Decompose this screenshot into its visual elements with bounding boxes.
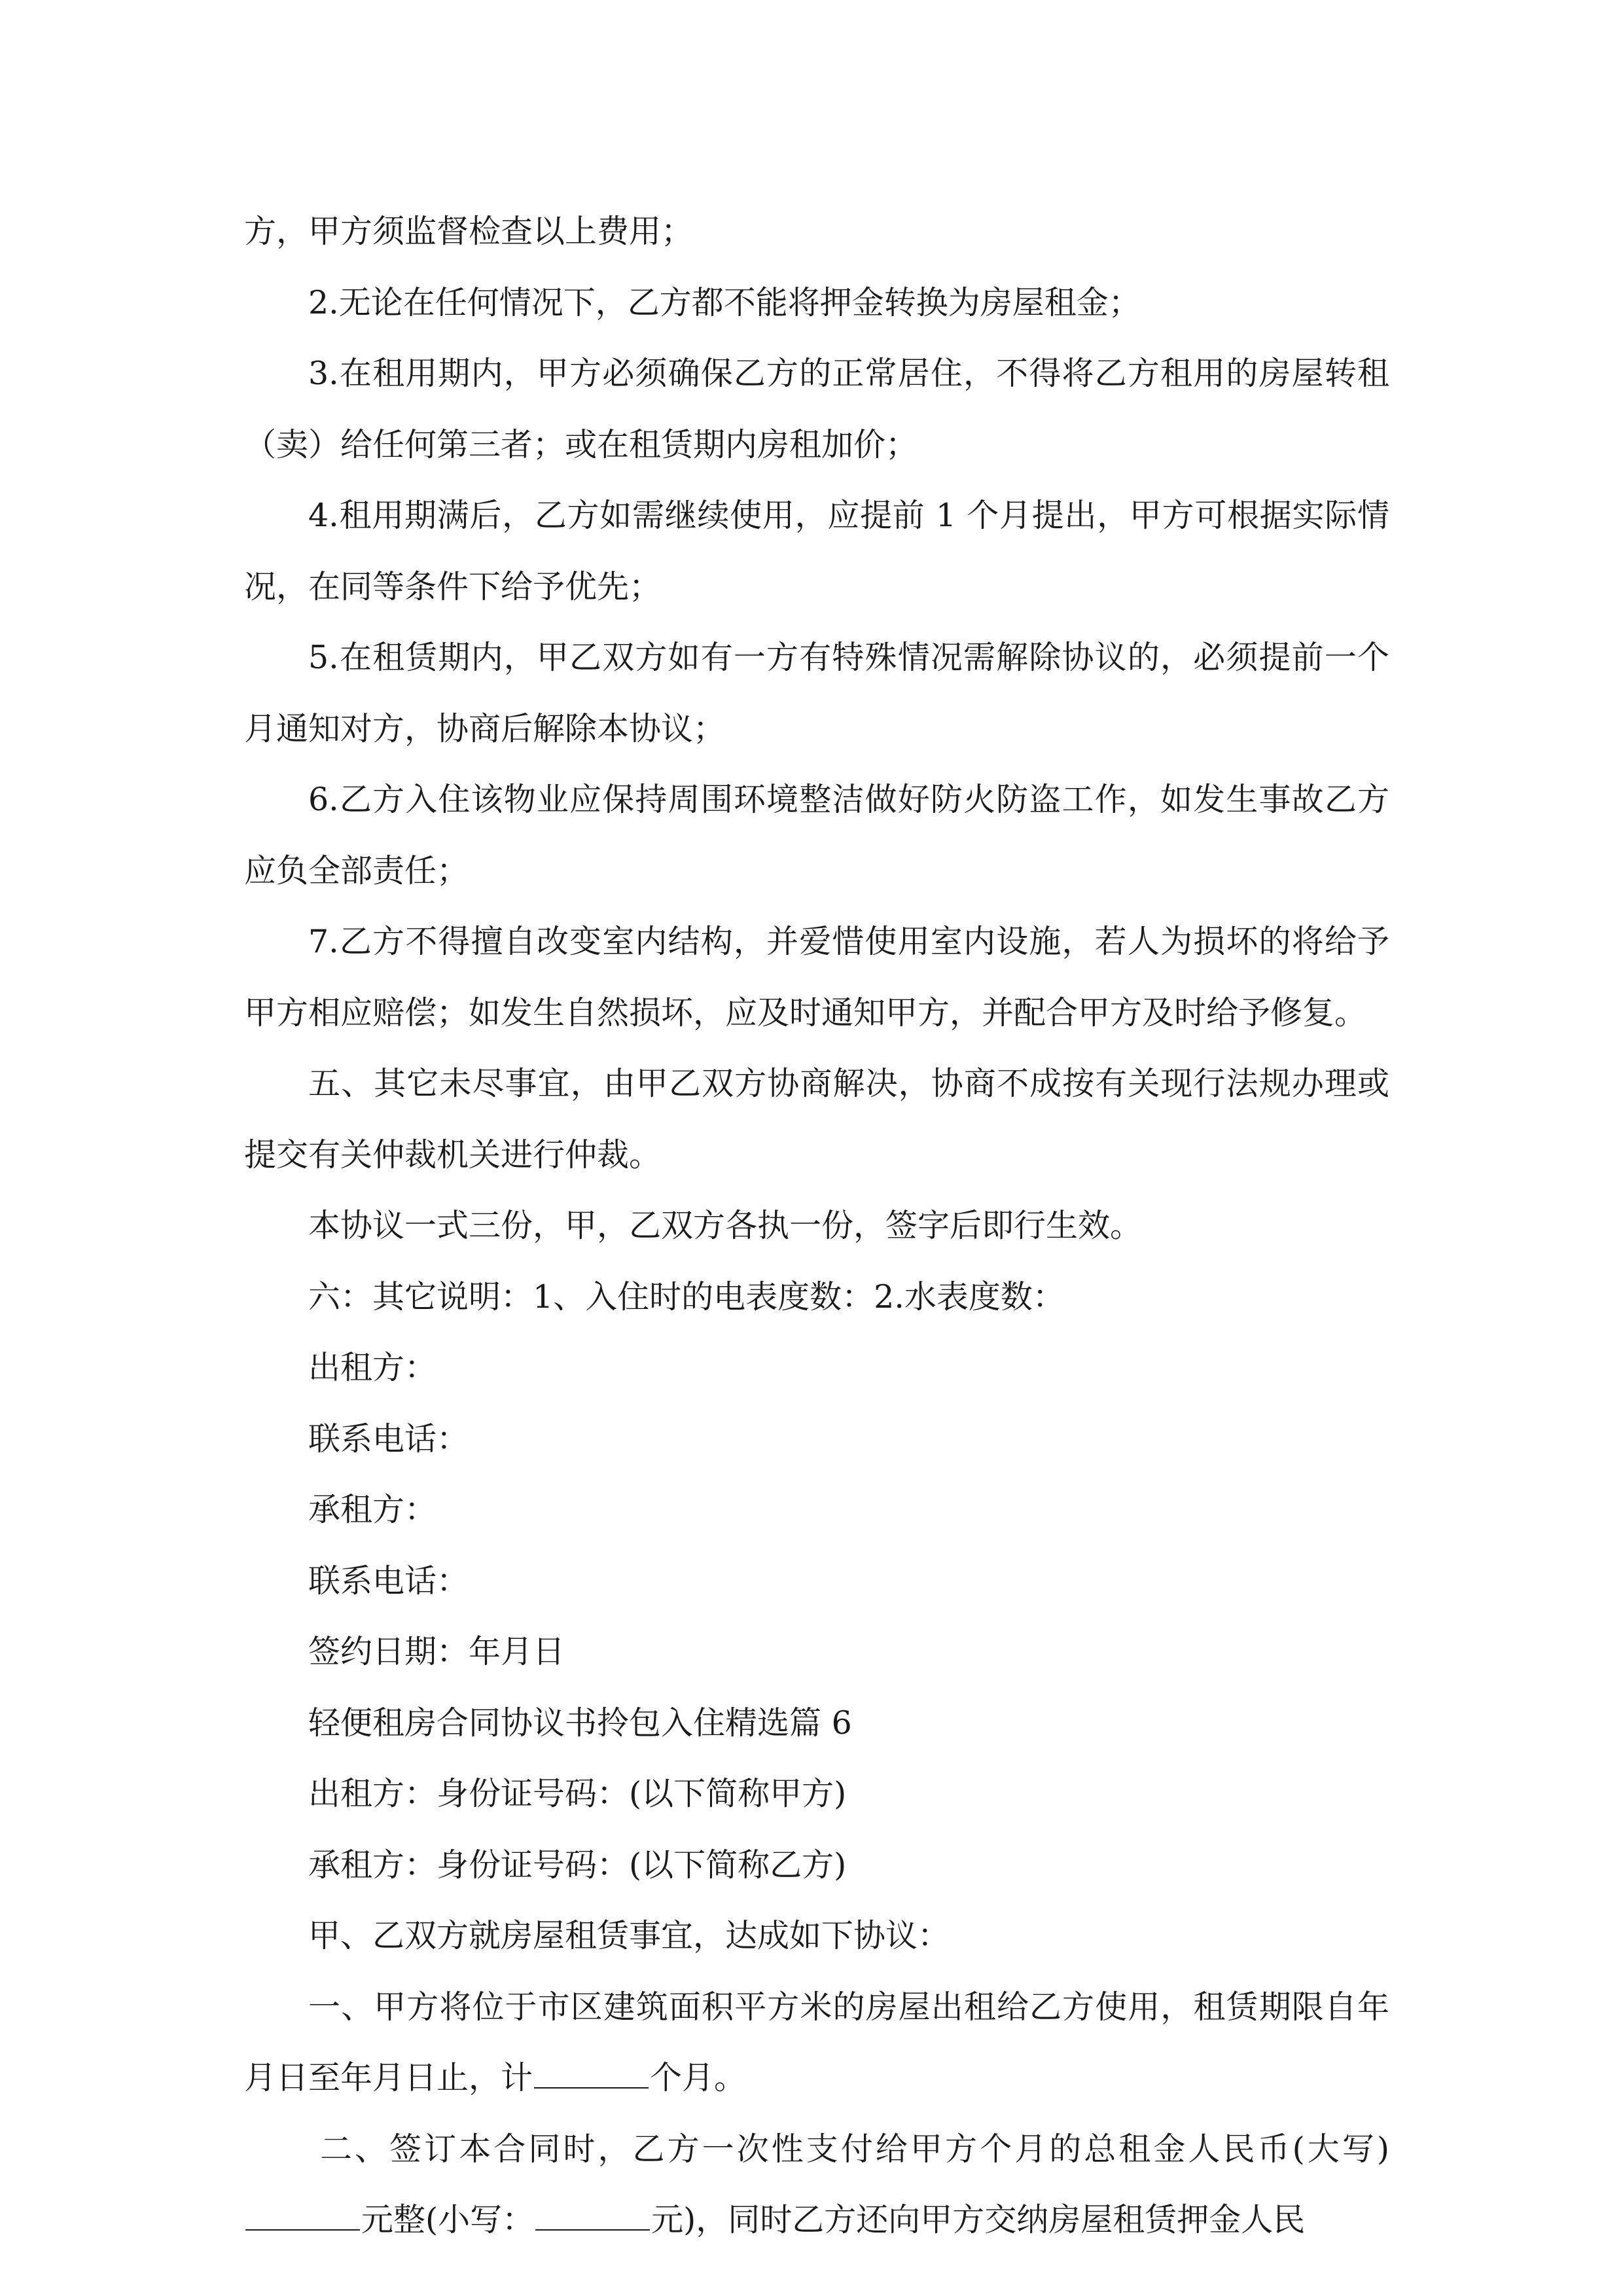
paragraph-7: 7.乙方不得擅自改变室内结构，并爱惜使用室内设施，若人为损坏的将给予甲方相应赔偿；如发生自然损坏，应及时通知甲方，并配合甲方及时给予修复。 (244, 923, 1389, 1031)
tenant-phone-line: 联系电话： (308, 1562, 469, 1600)
tenant-id-line: 承租方：身份证号码：(以下简称乙方) (308, 1846, 847, 1884)
clause-one (244, 1972, 1389, 2114)
document-body (244, 196, 1389, 2256)
tenant-line: 承租方： (308, 1491, 437, 1528)
agreement-intro: 甲、乙双方就房屋租赁事宜，达成如下协议： (308, 1917, 950, 1954)
landlord-line: 出租方： (308, 1349, 437, 1386)
clause-one-end: 个月。 (650, 2059, 747, 2096)
blank-months (534, 2060, 649, 2089)
paragraph-4: 4.租用期满后，乙方如需继续使用，应提前 1 个月提出，甲方可根据实际情况，在同等条件下给予优先； (244, 497, 1389, 605)
clause-two-text-3: 元)，同时乙方还向甲方交纳房屋租赁押金人民 (651, 2201, 1306, 2238)
clause-two (244, 2114, 1389, 2256)
section-title: 轻便租房合同协议书拎包入住精选篇 6 (308, 1704, 852, 1742)
paragraph-8: 五、其它未尽事宜，由甲乙双方协商解决，协商不成按有关现行法规办理或提交有关仲裁机关进行仲裁。 (244, 1065, 1389, 1174)
paragraph-10: 六：其它说明：1、入住时的电表度数：2.水表度数： (308, 1278, 1065, 1316)
signing-date-line: 签约日期：年月日 (308, 1633, 565, 1670)
blank-amount-upper (245, 2202, 360, 2231)
landlord-id-line: 出租方：身份证号码：(以下简称甲方) (308, 1775, 847, 1812)
paragraph-3: 3.在租用期内，甲方必须确保乙方的正常居住，不得将乙方租用的房屋转租（卖）给任何第三者；或在租赁期内房租加价； (244, 355, 1389, 463)
clause-two-text-1: 二、签订本合同时，乙方一次性支付给甲方个月的总租金人民币(大写) (320, 2130, 1389, 2168)
clause-two-text-2: 元整(小写： (361, 2201, 535, 2238)
clause-one-text: 一、甲方将位于市区建筑面积平方米的房屋出租给乙方使用，租赁期限自年月日至年月日止，计 (244, 1988, 1389, 2096)
landlord-phone-line: 联系电话： (308, 1420, 469, 1458)
paragraph-9: 本协议一式三份，甲，乙双方各执一份，签字后即行生效。 (308, 1207, 1143, 1244)
paragraph-1: 方，甲方须监督检查以上费用； (244, 213, 694, 250)
paragraph-6: 6.乙方入住该物业应保持周围环境整洁做好防火防盗工作，如发生事故乙方应负全部责任； (244, 781, 1389, 889)
blank-amount-lower (535, 2202, 650, 2231)
paragraph-5: 5.在租赁期内，甲乙双方如有一方有特殊情况需解除协议的，必须提前一个月通知对方，协商后解除本协议； (244, 639, 1389, 747)
paragraph-2: 2.无论在任何情况下，乙方都不能将押金转换为房屋租金； (308, 283, 1141, 321)
